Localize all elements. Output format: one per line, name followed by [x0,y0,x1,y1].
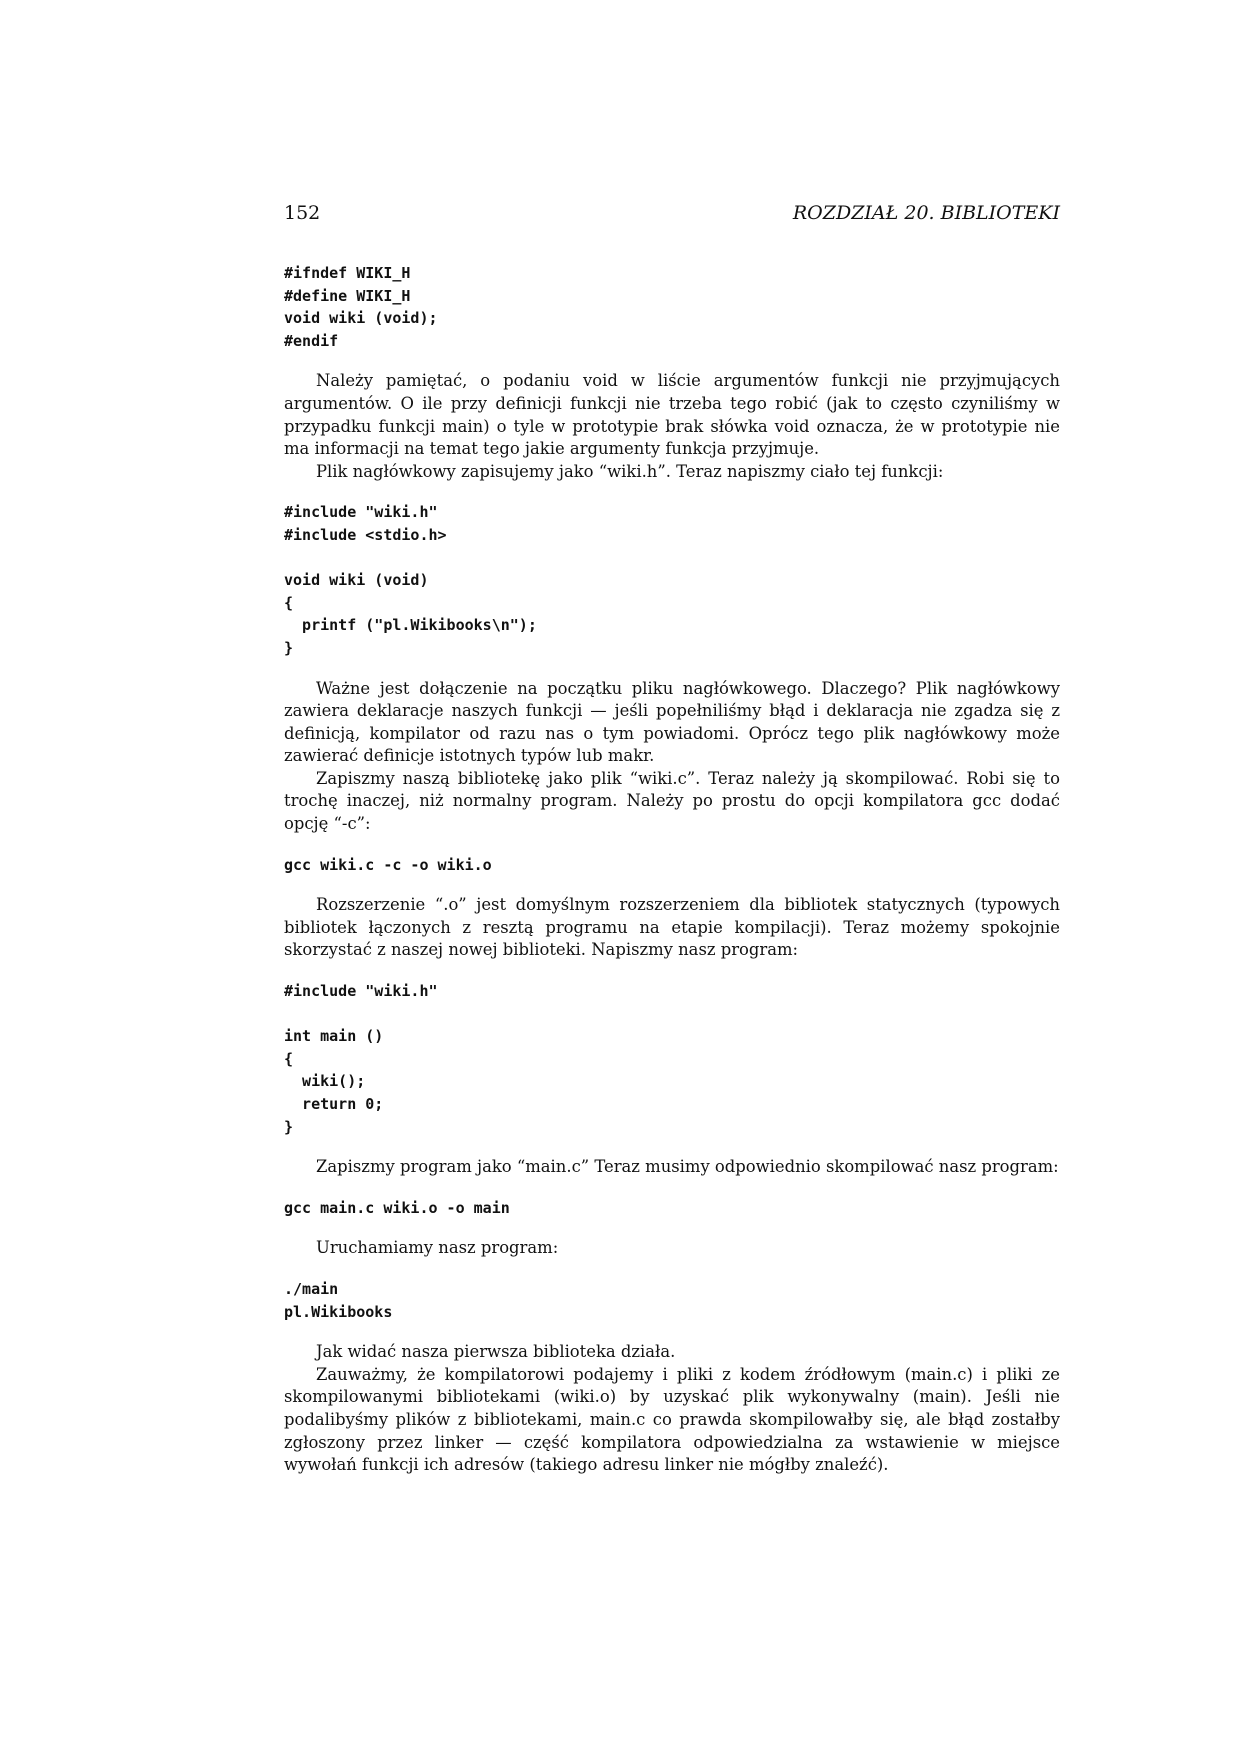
code-block-main-program: #include "wiki.h" int main () { wiki(); return 0; } [284,982,438,1136]
paragraph-linker-note: Zauważmy, że kompilatorowi podajemy i pliki z kodem źródłowym (main.c) i pliki ze skompilowanymi bibliotekami (wiki.o) by uzyskać plik wykonywalny (main). Jeśli nie podalibyśmy plików z bibliotekami, main.c co prawda skompilowałby się, ale błąd zostałby zgłoszony przez linker — część kompilatora odpowiedzialna za wstawienie w miejsce wywołań funkcji ich adresów (takiego adresu linker nie mógłby znaleźć). [284,1364,1060,1475]
code-block-gcc-library: gcc wiki.c -c -o wiki.o [284,855,492,874]
paragraph-header-save: Plik nagłówkowy zapisujemy jako “wiki.h”. Teraz napiszmy ciało tej funkcji: [316,461,944,481]
page-number: 152 [284,202,321,224]
paragraph-void-note: Należy pamiętać, o podaniu void w liście argumentów funkcji nie przyjmujących argumentów. O ile przy definicji funkcji nie trzeba tego robić (jak to często czyniliśmy w przypadku funkcji main) o tyle w prototypie brak słówka void oznacza, że w prototypie nie ma informacji na temat tego jakie argumenty funkcja przyjmuje. [284,371,1060,459]
paragraph-run-program: Uruchamiamy nasz program: [316,1238,559,1258]
paragraph-object-extension: Rozszerzenie “.o” jest domyślnym rozszerzeniem dla bibliotek statycznych (typowych bibliotek łączonych z resztą programu na etapie kompilacji). Teraz możemy spokojnie skorzystać z naszej nowej biblioteki. Napiszmy nasz program: [284,895,1060,960]
code-block-wiki-c: #include "wiki.h" #include <stdio.h> void wiki (void) { printf ("pl.Wikibooks\n"); } [284,503,537,657]
paragraph-library-works: Jak widać nasza pierwsza biblioteka działa. [316,1342,676,1362]
code-block-gcc-main: gcc main.c wiki.o -o main [284,1198,510,1217]
book-page [284,200,1060,1475]
paragraph-compile-library: Zapiszmy naszą bibliotekę jako plik “wiki.c”. Teraz należy ją skompilować. Robi się to trochę inaczej, niż normalny program. Należy po prostu do opcji kompilatora gcc dodać opcję “-c”: [284,768,1060,834]
paragraph-include-importance: Ważne jest dołączenie na początku pliku nagłówkowego. Dlaczego? Plik nagłówkowy zawiera deklaracje naszych funkcji — jeśli popełniliśmy błąd i deklaracja nie zgadza się z definicją, kompilator od razu nas o tym powiadomi. Oprócz tego plik nagłówkowy może zawierać definicje istotnych typów lub makr. [284,678,1060,766]
paragraph-save-main: Zapiszmy program jako “main.c” Teraz musimy odpowiednio skompilować nasz program: [316,1157,1059,1177]
running-header [284,200,1060,232]
chapter-title: ROZDZIAŁ 20. BIBLIOTEKI [792,202,1060,224]
code-block-header-file: #ifndef WIKI_H #define WIKI_H void wiki (void); #endif [284,264,438,350]
page-body [284,262,1060,1477]
code-block-program-output: ./main pl.Wikibooks [284,1279,393,1321]
